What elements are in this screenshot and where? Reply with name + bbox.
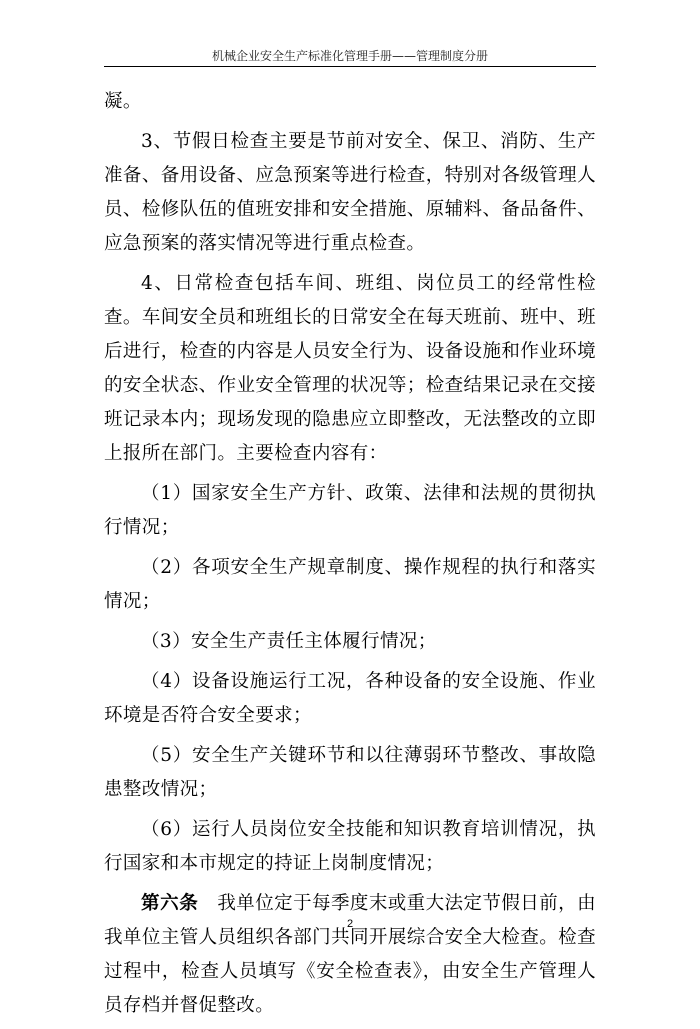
list-item: （1）国家安全生产方针、政策、法律和法规的贯彻执行情况； <box>104 483 596 538</box>
paragraph-continuation: 凝。 <box>104 91 142 112</box>
list-item: （6）运行人员岗位安全技能和知识教育培训情况，执行国家和本市规定的持证上岗制度情况； <box>104 819 596 874</box>
paragraph-daily-inspection: 4、日常检查包括车间、班组、岗位员工的经常性检查。车间安全员和班组长的日常安全在每天班前、班中、班后进行，检查的内容是人员安全行为、设备设施和作业环境的安全状态、作业安全管理的状况等；检查结果记录在交接班记录本内；现场发现的隐患应立即整改，无法整改的立即上报所在部门。主要检查内容有： <box>104 273 596 464</box>
document-body <box>104 85 596 1029</box>
article-text: 我单位定于每季度末或重大法定节假日前，由我单位主管人员组织各部门共同开展综合安全大检查。检查过程中，检查人员填写《安全检查表》，由安全生产管理人员存档并督促整改。 <box>104 893 596 1016</box>
list-item: （3）安全生产责任主体履行情况； <box>141 631 437 652</box>
header-divider <box>104 66 596 67</box>
header-title: 机械企业安全生产标准化管理手册——管理制度分册 <box>211 49 488 63</box>
article-paragraph <box>104 887 596 1023</box>
list-item: （4）设备设施运行工况，各种设备的安全设施、作业环境是否符合安全要求； <box>104 671 596 726</box>
list-item: （2）各项安全生产规章制度、操作规程的执行和落实情况； <box>104 557 596 612</box>
article-label: 第六条 <box>141 893 199 914</box>
list-item: （5）安全生产关键环节和以往薄弱环节整改、事故隐患整改情况； <box>104 745 596 800</box>
paragraph-holiday-inspection: 3、节假日检查主要是节前对安全、保卫、消防、生产准备、备用设备、应急预案等进行检查，特别对各级管理人员、检修队伍的值班安排和安全措施、原辅料、备品备件、应急预案的落实情况等进行重点检查。 <box>104 131 596 254</box>
page-number: 2 <box>346 918 354 930</box>
